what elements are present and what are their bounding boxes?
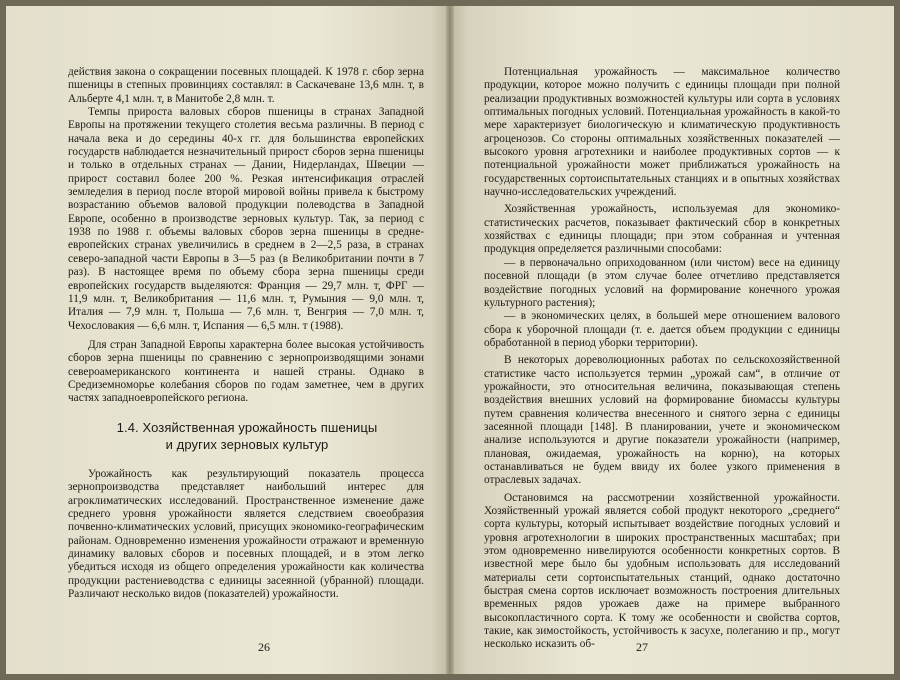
left-page-bottom-text [68, 468, 424, 601]
paragraph: действия закона о сокращении посевных площадей. К 1978 г. сбор зерна пшеницы в степных провинциях составлял: в Саскачеване 13,6 млн. т, в Альберте 4,1 млн. т, в Манитобе 2,8 млн. т. [68, 66, 424, 105]
section-heading-line: и других зерновых культур [165, 437, 329, 452]
section-heading [102, 419, 392, 453]
book-spread [6, 6, 894, 674]
paragraph: — в первоначально оприходованном (или чистом) весе на единицу посевной площади (в этом случае более отчетливо представляется воздействие погодных условий на формирование конечного урожая культурного растения); [484, 256, 840, 309]
right-page [450, 6, 894, 674]
left-page [6, 6, 450, 674]
paragraph: Хозяйственная урожайность, используемая для экономико-статистических расчетов, показывает фактический сбор в конкретных хозяйствах с единицы площади; при этом собранная и учтенная продукция определяется различными способами: [484, 203, 840, 256]
right-page-text [484, 66, 840, 652]
paragraph: Урожайность как результирующий показатель процесса зернопроизводства представляет наибольший интерес для агроклиматических исследований. Пространственное изменение даже среднего уровня урожайности является следствием своеобразия почвенно-климатических условий, присущих экономико-географическим районам. Одновременно изменения урожайности отражают и временную динамику валовых сборов и посевных площадей, и в этом легко убедиться исходя из общего определения урожайности как количества продукции растениеводства с единицы засеянной (убранной) площади. Различают несколько видов (показателей) урожайности. [68, 468, 424, 601]
paragraph: Остановимся на рассмотрении хозяйственной урожайности. Хозяйственный урожай является собой продукт некоторого „среднего“ сорта культуры, который испытывает воздействие погодных условий и уровня агротехнологии в широких пространственных масштабах; при этом одновременно нивелируются особенности конкретных сортов. В известной мере было бы удобным использовать для исследований материалы сети сортоиспытательных станций, однако достаточно быстрая смена сортов исключает возможность построения длительных временных рядов урожаев даже на примере выбранного высокопластичного сорта. К тому же особенности и свойства сортов, такие, как зимостойкость, устойчивость к засухе, полеганию и пр., могут несколько исказить об- [484, 491, 840, 651]
paragraph: Темпы прироста валовых сборов пшеницы в странах Западной Европы на протяжении текущего столетия весьма различны. В период с начала века и до середины 40-х гг. для большинства европейских государств наблюдается незначительный прирост сборов зерна пшеницы и только в отдельных странах — Дании, Нидерландах, Швеции — прирост составил более 200 %. Резкая интенсификация отраслей земледелия в период после второй мировой войны привела к быстрому возрастанию объемов валовой продукции полеводства в Западной Европе, особенно в производстве зерновых культур. Так, за период с 1938 по 1988 г. объемы валовых сборов зерна пшеницы в средне-европейских странах увеличились в среднем в 2—2,5 раза, в странах северо-западной части Европы в 3—5 раз (в Великобритании почти в 7 раз). В настоящее время по объему сбора зерна пшеницы среди европейских государств выделяются: Франция — 29,7 млн. т, ФРГ — 11,9 млн. т, Великобритания — 11,6 млн. т, Румыния — 9,0 млн. т, Италия — 7,9 млн. т, Польша — 7,6 млн. т, Венгрия — 7,0 млн. т, Чехословакия — 6,6 млн. т, Испания — 6,5 млн. т (1988). [68, 106, 424, 332]
page-number: 27 [636, 640, 648, 654]
paragraph: — в экономических целях, в большей мере отношением валового сбора к уборочной площади (т. е. дается объем продукции с единицы обработанной в период уборки территории). [484, 310, 840, 349]
page-number: 26 [258, 640, 270, 654]
paragraph: Потенциальная урожайность — максимальное количество продукции, которое можно получить с единицы площади при полной реализации продуктивных возможностей культуры или сорта в условиях оптимальных погодных условий. Потенциальная урожайность в какой-то мере характеризует биологическую и климатическую продуктивность агроценозов. Со стороны оптимальных хозяйственных показателей — высокого уровня агротехники и наиболее продуктивных сортов — к потенциальной урожайности может приближаться урожайность на государственных сортоиспытательных станциях и в опытных хозяйствах научно-исследовательских учреждений. [484, 66, 840, 199]
section-heading-line: 1.4. Хозяйственная урожайность пшеницы [116, 420, 378, 435]
left-page-top-text [68, 66, 424, 406]
book-gutter [446, 6, 454, 674]
paragraph: В некоторых дореволюционных работах по сельскохозяйственной статистике часто используется термин „урожай сам“, в отличие от урожайности, это относительная величина, показывающая степень воздействия внешних условий на формирование биомассы культуры путем сравнения количества внесенного и снятого зерна с единицы засеянной площади [148]. В планировании, учете и экономическом анализе используются и другие показатели урожайности (например, плановая, ожидаемая, урожайность на корню), на которых останавливаться не будем ввиду их более узкого применения в отраслевых задачах. [484, 354, 840, 487]
paragraph: Для стран Западной Европы характерна более высокая устойчивость сборов зерна пшеницы по сравнению с зернопроизводящими зонами североамериканского континента и нашей страны. Однако в Средиземноморье колебания сборов по годам заметнее, чем в других частях западноевропейского региона. [68, 338, 424, 405]
